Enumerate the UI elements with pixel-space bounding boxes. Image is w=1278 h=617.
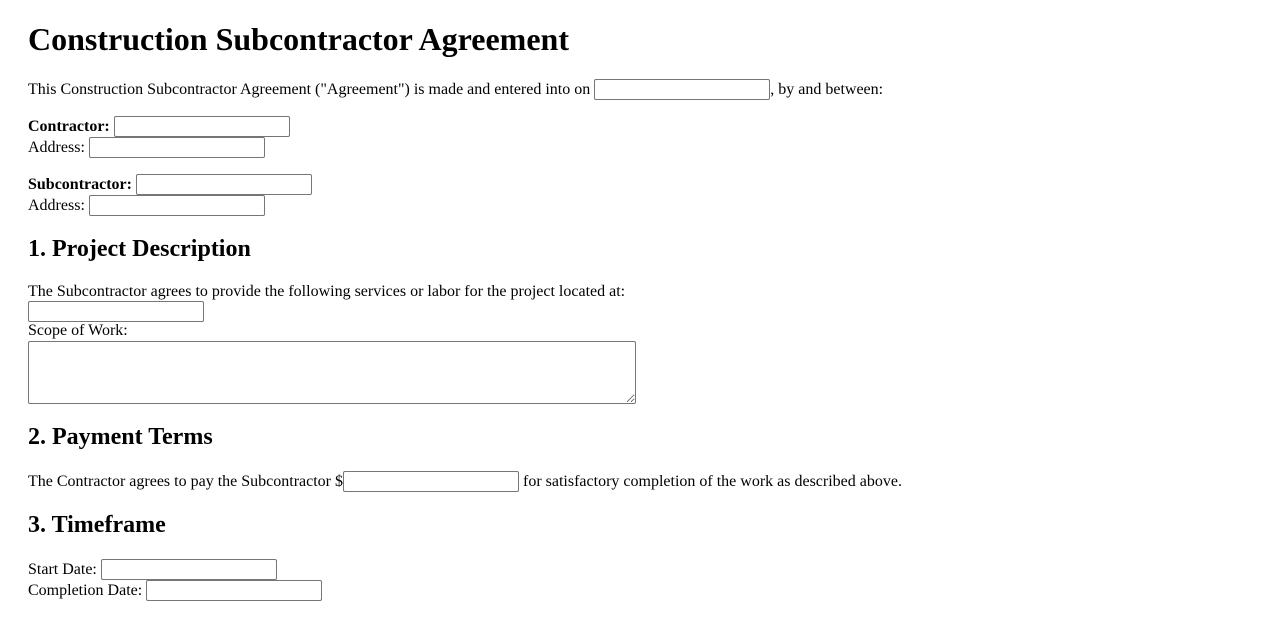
payment-text-after: for satisfactory completion of the work as described above. xyxy=(523,473,902,490)
scope-of-work-textarea[interactable] xyxy=(28,341,636,404)
agreement-date-input[interactable] xyxy=(594,79,770,100)
intro-text-after: , by and between: xyxy=(770,81,884,98)
intro-text-before: This Construction Subcontractor Agreement ("Agreement") is made and entered into on xyxy=(28,81,591,98)
payment-text-before: The Contractor agrees to pay the Subcontractor $ xyxy=(28,473,343,490)
timeframe-paragraph xyxy=(28,559,1250,601)
section-payment-heading: 2. Payment Terms xyxy=(28,424,213,450)
subcontractor-name-input[interactable] xyxy=(136,174,312,195)
intro-paragraph xyxy=(28,79,1250,100)
section-timeframe-heading: 3. Timeframe xyxy=(28,512,166,538)
completion-date-input[interactable] xyxy=(146,580,322,601)
start-date-label: Start Date: xyxy=(28,561,97,578)
project-location-input[interactable] xyxy=(28,301,204,322)
project-description-text: The Subcontractor agrees to provide the following services or labor for the project located at: xyxy=(28,283,626,300)
page-title: Construction Subcontractor Agreement xyxy=(28,21,569,57)
scope-of-work-label: Scope of Work: xyxy=(28,322,128,339)
subcontractor-address-label: Address: xyxy=(28,197,85,214)
completion-date-label: Completion Date: xyxy=(28,582,143,599)
contractor-label: Contractor: xyxy=(28,118,110,135)
section-project-heading: 1. Project Description xyxy=(28,236,251,262)
payment-amount-input[interactable] xyxy=(343,471,519,492)
contractor-name-input[interactable] xyxy=(114,116,290,137)
payment-paragraph xyxy=(28,471,1250,492)
contractor-address-input[interactable] xyxy=(89,137,265,158)
subcontractor-address-input[interactable] xyxy=(89,195,265,216)
subcontractor-label: Subcontractor: xyxy=(28,176,132,193)
contractor-address-label: Address: xyxy=(28,139,85,156)
start-date-input[interactable] xyxy=(101,559,277,580)
contractor-block xyxy=(28,116,1250,158)
subcontractor-block xyxy=(28,174,1250,216)
project-description-paragraph xyxy=(28,283,1250,404)
